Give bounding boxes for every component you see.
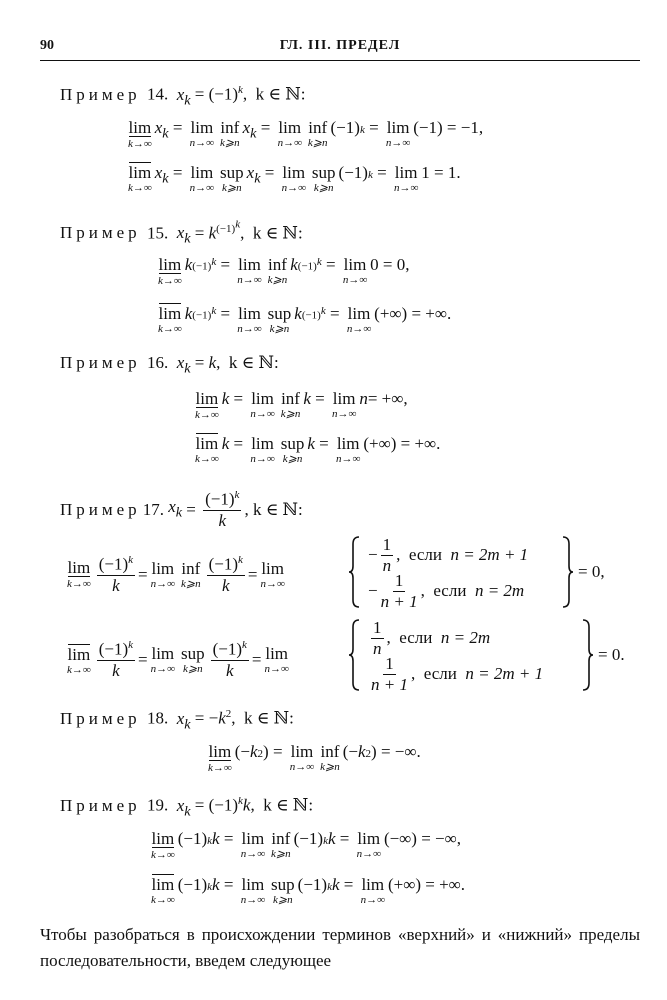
closing-paragraph: Чтобы разобраться в происхождении терминов «верхний» и «нижний» пределы последовательности, введем следующее — [40, 925, 640, 970]
header-rule — [40, 60, 640, 61]
page-number: 90 — [40, 38, 54, 53]
example-set: k ∈ ℕ: — [255, 84, 306, 104]
eq-16-liminf: lim k→∞ k = lim n→∞ inf k⩾n k = lim n→∞ n = +∞, — [195, 389, 408, 421]
eq-14-limsup: lim k→∞ $x_k$ = lim n→∞ sup k⩾n $x_k$ = lim n→∞ sup k⩾n (−1) $^k$ = lim n→∞ 1 = 1. — [128, 163, 461, 194]
case-17c: $\frac{1}{n}$ , если n = 2m — [373, 618, 491, 658]
eq-15-liminf: lim k→∞ k $(-1)^k$ = lim n→∞ inf k⩾n k $(-1)^k$ = lim n→∞ 0 = 0, — [158, 255, 410, 287]
case-17d: $\frac{1}{n + 1}$ , если n = 2m + 1 — [371, 654, 544, 694]
eq-17-limsup-result: = 0. — [598, 645, 625, 664]
eq-15-limsup: lim k→∞ k $(-1)^k$ = lim n→∞ sup k⩾n k $(-1)^k$ = lim n→∞ (+∞) = +∞. — [158, 304, 452, 335]
running-head: ГЛ. III. ПРЕДЕЛ — [279, 38, 401, 53]
example-16-heading: Пример 16. $x_k = k$, k ∈ ℕ: — [60, 353, 279, 377]
page-header — [40, 38, 640, 60]
eq-14-liminf: lim k→∞ $x_k$ = lim n→∞ inf k⩾n $x_k$ = lim n→∞ inf k⩾n (−1) $^k$ = lim n→∞ (−1) = −1, — [128, 118, 484, 150]
example-14-heading: Пример 14. $x_k = (-1)^k$, k ∈ ℕ: — [60, 84, 306, 109]
example-15-heading: Пример 15. $x_k = k^{(-1)^k}$, k ∈ ℕ: — [60, 218, 303, 247]
eq-18-liminf: lim k→∞ (− k 2 ) = lim n→∞ inf k⩾n (− k 2 ) = −∞. — [208, 742, 421, 774]
example-number: 14. — [146, 84, 169, 104]
eq-19-limsup: lim k→∞ (−1) k k = lim n→∞ sup k⩾n (−1) $^k$ k = lim n→∞ (+∞) = +∞. — [151, 875, 466, 906]
case-17a: − $\frac{1}{n}$ , если n = 2m + 1 — [368, 535, 529, 575]
example-17-heading: Пример 17. $x_k$ = $\frac{(-1)^k}{k}$ , k ∈ ℕ: — [60, 489, 303, 530]
eq-17-liminf: lim k→∞ $\frac{(-1)^k}{k}$ = lim n→∞ inf k⩾n $\frac{(-1)^k}{k}$ = lim n→∞ — [67, 554, 285, 595]
eq-19-liminf: lim k→∞ (−1) $^k$ k = lim n→∞ inf k⩾n (−1) $^k$ k = lim n→∞ (−∞) = −∞, — [151, 829, 462, 861]
example-18-heading: Пример 18. $x_k = -k^2$, k ∈ ℕ: — [60, 708, 294, 733]
case-17b: − $\frac{1}{n + 1}$ , если n = 2m — [368, 571, 525, 611]
example-keyword: Пример — [60, 84, 141, 104]
example-19-heading: Пример 19. $x_k = (-1)^kk$, k ∈ ℕ: — [60, 795, 314, 820]
eq-17-liminf-result: = 0, — [578, 562, 605, 581]
eq-17-limsup: lim k→∞ $\frac{(-1)^k}{k}$ = lim n→∞ sup k⩾n $\frac{(-1)^k}{k}$ = lim n→∞ — [67, 639, 289, 680]
eq-16-limsup: lim k→∞ k = lim n→∞ sup k⩾n k = lim n→∞ (+∞) = +∞. — [195, 434, 441, 465]
